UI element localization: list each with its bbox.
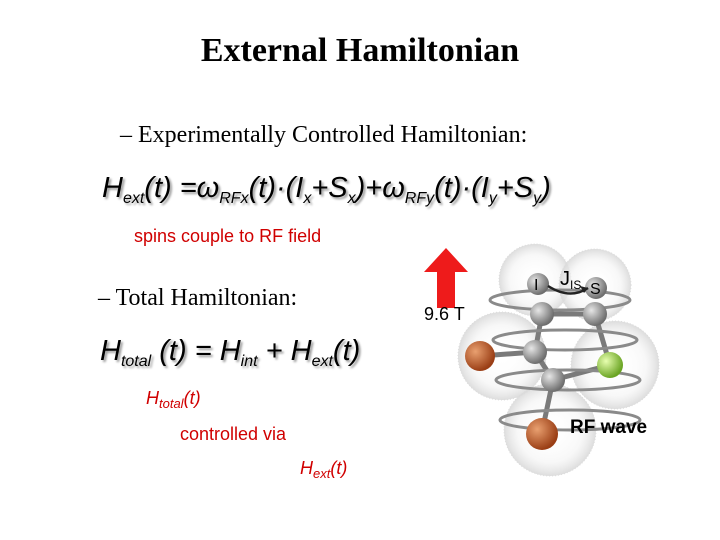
eq-sub: total xyxy=(120,353,152,370)
coupling-sub: IS xyxy=(570,278,582,292)
eq-h-sub: ext xyxy=(122,190,145,207)
eq-part: (t)·(I xyxy=(434,172,489,204)
remark-htotal xyxy=(146,388,201,411)
coupling-label xyxy=(560,268,581,292)
eq-part: )+ω xyxy=(355,172,405,204)
slide-title: External Hamiltonian xyxy=(200,32,520,69)
eq-part: ) xyxy=(541,172,551,204)
eq-part: + xyxy=(257,335,291,367)
eq-sub: RFy xyxy=(404,190,435,207)
field-strength-label: 9.6 T xyxy=(424,304,465,324)
remark-h: H xyxy=(146,388,159,408)
coupling-j: J xyxy=(560,268,570,290)
remark-hext xyxy=(300,458,347,481)
eq-sub: y xyxy=(488,190,497,207)
bullet-total: – Total Hamiltonian: xyxy=(98,285,298,311)
eq-part: (t) = xyxy=(151,335,220,367)
couple-note: spins couple to RF field xyxy=(134,226,322,246)
rf-wave-label: RF wave xyxy=(570,417,648,438)
eq-sub: y xyxy=(533,190,542,207)
remark-sub: total xyxy=(159,396,184,411)
eq-sub: x xyxy=(303,190,312,207)
remark-h: H xyxy=(300,458,313,478)
eq-h: H xyxy=(100,335,121,367)
eq-sub: RFx xyxy=(219,190,249,207)
molecule-icon xyxy=(458,244,659,476)
remark-t: (t) xyxy=(330,458,348,478)
remark-sub: ext xyxy=(313,466,331,481)
eq-part: (t) xyxy=(332,335,361,367)
eq-h: H xyxy=(219,335,241,367)
bullet-experimental: – Experimentally Controlled Hamiltonian: xyxy=(120,122,528,148)
eq-part: (t) =ω xyxy=(144,172,220,204)
nmr-illustration xyxy=(410,240,690,480)
eq-part: +S xyxy=(496,172,534,204)
magnetic-field-arrow-icon xyxy=(424,248,468,308)
equation-total-hamiltonian xyxy=(100,335,360,371)
remark-controlled-via: controlled via xyxy=(180,424,287,444)
eq-sub: x xyxy=(347,190,356,207)
spin-s-label: S xyxy=(590,281,601,298)
eq-part: (t)·(I xyxy=(248,172,304,204)
spin-i-label: I xyxy=(534,277,539,294)
eq-h: H xyxy=(290,335,312,367)
equation-external-hamiltonian xyxy=(102,172,551,208)
eq-sub: ext xyxy=(311,353,333,370)
eq-part: +S xyxy=(311,172,348,204)
eq-h: H xyxy=(102,172,123,204)
remark-t: (t) xyxy=(183,388,201,408)
eq-sub: int xyxy=(240,353,258,370)
